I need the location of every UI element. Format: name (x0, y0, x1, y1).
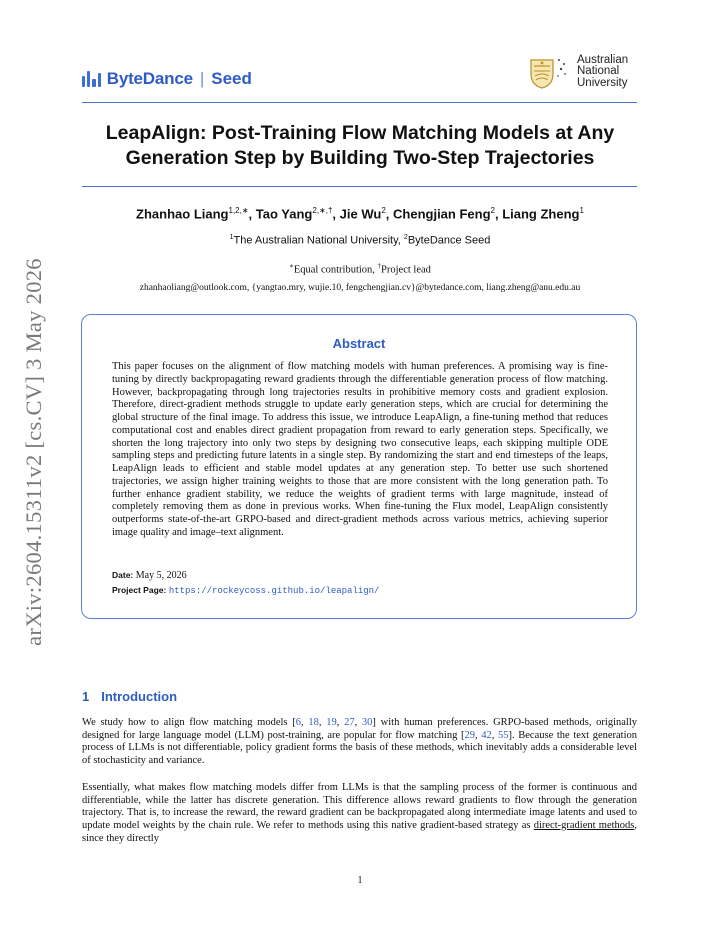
date-value: May 5, 2026 (135, 570, 187, 581)
citation-link[interactable]: 42 (481, 729, 492, 741)
bytedance-wordmark: ByteDance (106, 69, 193, 88)
contribution-notes (60, 262, 660, 276)
text-run: ] with human preferences. GRPO-based methods, originally designed for large language model (LLM) post-training, are popular for flow matching [ (82, 717, 638, 741)
affiliation-1: The Australian National University, (233, 234, 401, 247)
abstract-heading: Abstract (332, 336, 386, 351)
author-marks: 1 (579, 206, 584, 215)
author-marks: 2,∗,† (312, 206, 333, 215)
page-number: 1 (357, 875, 363, 886)
author-name: Liang Zheng (502, 206, 580, 222)
author-name: Tao Yang (255, 206, 313, 222)
intro-paragraph-1: We study how to align flow matching models [6, 18, 19, 27, 30] with human preferences. GRPO-based methods, originally designed for large language model (LLM) post-training, are popular for flow matching [29, 42, 55]. Because the text generation process of LLMs is not differentiable, policy gradient forms the basis of these methods, which inevitably adds a considerable level of stochasticity and variance. (82, 717, 638, 767)
header-rule-top (82, 102, 637, 103)
text-run: We study how to align flow matching models [ (82, 717, 296, 728)
anu-logo (527, 54, 628, 90)
date-label: Date: (112, 570, 134, 580)
text-run: , since they directly (82, 820, 637, 844)
project-page-line (112, 585, 379, 596)
bytedance-bars-icon (82, 71, 101, 87)
date-line (112, 570, 187, 581)
author-list: Zhanhao Liang$^{1,2,∗}$, Tao Yang$^{2,∗,\dagger}$, Jie Wu$^2$, Chengjian Feng$^2$, Liang Zheng$^1$ (136, 206, 584, 222)
project-lead: Project lead (381, 264, 431, 276)
citation-link[interactable]: 19 (326, 717, 337, 728)
section-number: 1 (82, 689, 90, 704)
citation-link[interactable]: 18 (308, 717, 319, 728)
intro-paragraph-2 (82, 782, 637, 846)
affiliation-mark: 2 (403, 234, 408, 241)
citation-link[interactable]: 55 (498, 729, 509, 741)
author-marks: 2 (490, 206, 495, 215)
project-page-label: Project Page: (112, 585, 167, 595)
abstract-box (81, 314, 637, 619)
affiliations (60, 234, 660, 247)
section-heading (82, 689, 177, 704)
author-marks: 2 (381, 206, 386, 215)
header-rule-bottom (82, 186, 637, 187)
author-name: Zhanhao Liang (136, 206, 229, 222)
title-line-1: LeapAlign: Post-Training Flow Matching Models at Any (105, 122, 615, 144)
anu-line-2: National (577, 65, 620, 78)
bytedance-seed-logo (82, 67, 252, 91)
equal-contribution: Equal contribution, (293, 264, 375, 276)
equal-mark: ∗ (289, 262, 294, 270)
lead-mark: † (377, 262, 382, 270)
text-run: Essentially, what makes flow matching models differ from LLMs is that the sampling process of the former is continuous and differentiable, while the latter has discrete generation. This difference allows reward gradients to flow through the generation trajectory. That is, to increase the reward, the reward gradient can be backpropagated along intermediate image latents and used to update model weights by the chain rule. We refer to methods using this native gradient-based strategy as (82, 782, 637, 832)
arxiv-identifier-stamp: arXiv:2604.15311v2 [cs.CV] 3 May 2026 (21, 258, 46, 646)
author-emails: zhanhaoliang@outlook.com, {yangtao.mry, wujie.10, fengchengjian.cv}@bytedance.com, liang.zheng@anu.edu.au (139, 283, 581, 293)
abstract-text: This paper focuses on the alignment of flow matching models with human preferences. A promising way is fine-tuning by directly backpropagating reward gradients through the differentiable generation process of flow matching. However, backpropagating through long trajectories results in prohibitive memory costs and gradient explosion. Therefore, direct-gradient methods struggle to update early generation steps, which are crucial for determining the global structure of the final image. To address this issue, we introduce LeapAlign, a fine-tuning method that reduces computational cost and enables direct gradient propagation from reward to early generation steps. Specifically, we shorten the long trajectory into only two steps by designing two consecutive leaps, each skipping multiple ODE sampling steps and predicting future latents in a single step. By randomizing the start and end timesteps of the leaps, LeapAlign leads to efficient and stable model updates at any generation step. To better use such shortened trajectories, we assign higher training weights to those that are more consistent with the long generation path. To further enhance gradient stability, we reduce the weights of gradient terms with large magnitude, instead of completely removing them as done in previous works. When fine-tuning the Flux model, LeapAlign consistently outperforms state-of-the-art GRPO-based and direct-gradient methods across various metrics, achieving superior image quality and image–text alignment. (112, 361, 608, 538)
citation-link[interactable]: 6 (295, 717, 301, 728)
underlined-term: direct-gradient methods (533, 820, 635, 832)
author-marks: 1,2,∗ (228, 206, 249, 215)
anu-crest-icon (527, 54, 569, 90)
citation-link[interactable]: 29 (464, 729, 475, 741)
author-name: Chengjian Feng (393, 206, 491, 222)
affiliation-2: ByteDance Seed (407, 234, 491, 247)
anu-line-3: University (577, 76, 628, 89)
project-page-link[interactable]: https://rockeycoss.github.io/leapalign/ (168, 586, 380, 596)
section-title: Introduction (101, 689, 178, 704)
anu-line-1: Australian (577, 53, 629, 66)
paper-title (60, 121, 660, 171)
seed-wordmark: Seed (211, 69, 252, 88)
author-name: Jie Wu (339, 206, 382, 222)
text-run: ]. Because the text generation process of LLMs is not differentiable, policy gradient forms the basis of these methods, which inevitably adds a considerable level of stochasticity and variance. (82, 729, 638, 767)
citation-link[interactable]: 30 (361, 717, 373, 728)
logo-separator: | (199, 69, 205, 88)
title-line-2: Generation Step by Building Two-Step Trajectories (125, 147, 595, 169)
affiliation-mark: 1 (229, 234, 234, 241)
citation-link[interactable]: 27 (344, 717, 355, 728)
